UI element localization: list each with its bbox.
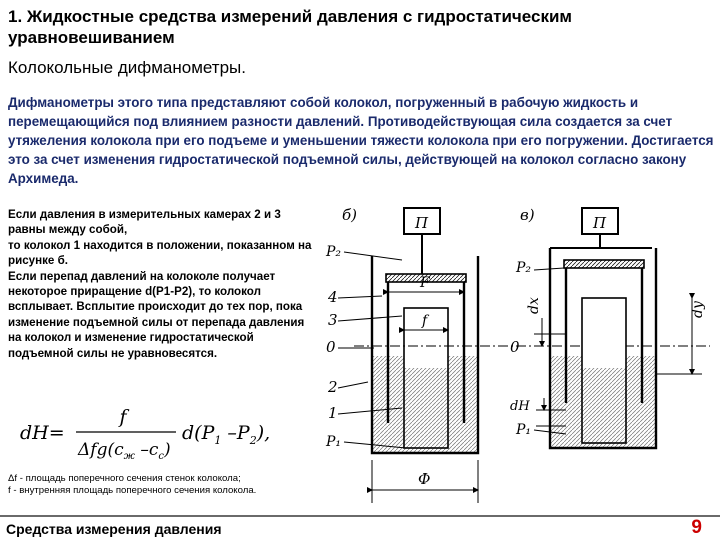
footer-title: Средства измерения давления	[6, 521, 222, 537]
label-p1-left: P₁	[326, 434, 342, 450]
footer	[0, 515, 720, 542]
description-line-3: Если перепад давлений на колоколе получает некоторое приращение d(P1-P2), то колокол всплывает. Всплытие происходит до тех пор, пока изменение подъемной силы от перепада давления на колокол и изменение гидростатической подъемной силы не уравновесятся.	[8, 269, 305, 360]
label-3: 3	[328, 311, 338, 329]
intro-paragraph: Дифманометры этого типа представляют собой колокол, погруженный в рабочую жидкость и перемещающийся под влиянием разности давлений. Противодействующая сила создается за счет утяжеления колокола при его подъеме и уменьшении тяжести колокола при его погружении. Достигается это за счет изменения гидростатической подъемной силы, действующей на колокол согласно закону Архимеда.	[8, 95, 714, 186]
label-1: 1	[328, 404, 338, 422]
label-F: F	[420, 275, 430, 291]
dh-formula	[18, 403, 318, 465]
bell-manometer-figure	[320, 198, 716, 513]
description-line-2: то колокол 1 находится в положении, показанном на рисунке б.	[8, 238, 312, 268]
note-delta-f: Δf - площадь поперечного сечения стенок колокола;	[8, 473, 241, 484]
label-p2-right: P₂	[516, 260, 532, 276]
label-phi: Ф	[418, 470, 431, 488]
slide-title: 1. Жидкостные средства измерений давления с гидростатическим уравновешиванием	[8, 7, 572, 47]
label-2: 2	[328, 378, 338, 396]
box-p-left: П	[415, 214, 429, 232]
label-p2-left: P₂	[326, 244, 342, 260]
label-v: в)	[520, 206, 535, 224]
formula-lhs: dH=	[20, 422, 65, 444]
page-number: 9	[691, 517, 702, 538]
box-p-right: П	[593, 214, 607, 232]
label-0-right: 0	[510, 338, 520, 356]
label-4: 4	[328, 288, 338, 306]
label-b: б)	[342, 206, 358, 224]
label-f: f	[422, 313, 428, 329]
label-p1-right: P₁	[516, 422, 532, 438]
formula-numerator: f	[119, 406, 127, 428]
formula-denominator: $\Delta fg(c_ж$ $-c_c$)	[78, 440, 171, 462]
notes	[8, 473, 318, 497]
label-dH: dH	[510, 399, 530, 414]
label-dx: dx	[526, 297, 542, 314]
note-f: f - внутренняя площадь поперечного сечения колокола.	[8, 485, 257, 497]
description-text	[8, 207, 318, 361]
label-0-left: 0	[326, 338, 336, 356]
label-dy: dy	[690, 301, 706, 318]
description-line-1: Если давления в измерительных камерах 2 и 3 равны между собой,	[8, 208, 281, 237]
formula-rhs: $d(P_1$ $-P_2$),	[182, 422, 271, 447]
slide-subtitle: Колокольные дифманометры.	[8, 58, 246, 77]
